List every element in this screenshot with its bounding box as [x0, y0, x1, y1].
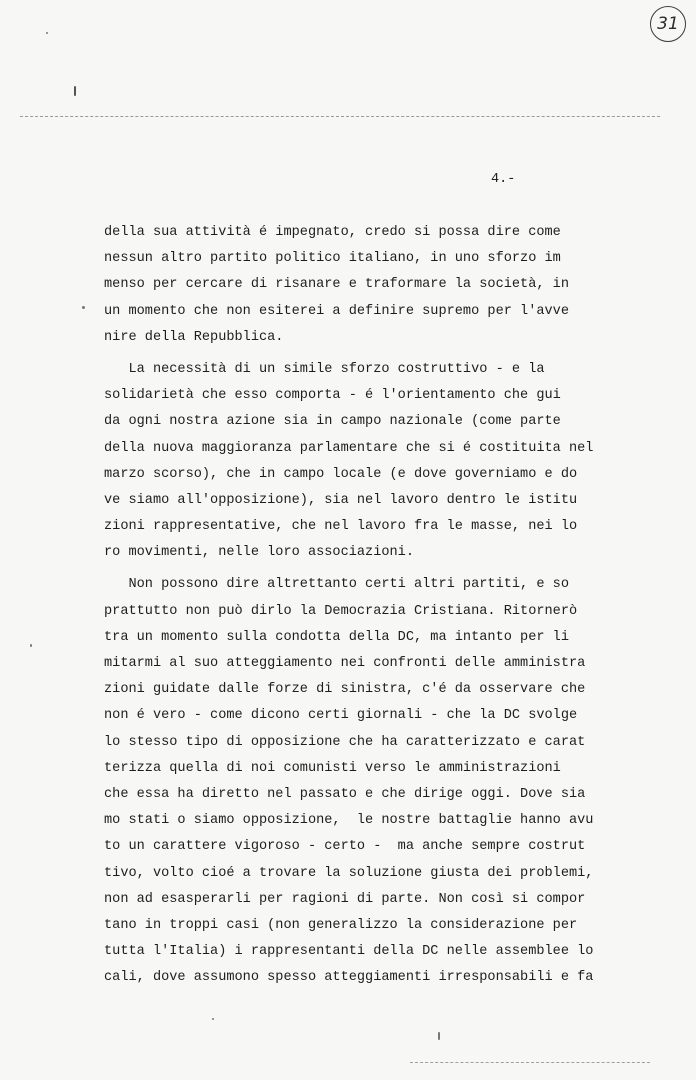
- paragraph: [104, 357, 624, 567]
- bottom-divider: [410, 1062, 650, 1063]
- scan-speck: [74, 86, 76, 96]
- text-line: nire della Repubblica.: [104, 329, 284, 345]
- text-line: Non possono dire altrettanto certi altri partiti, e so: [104, 577, 569, 593]
- scan-speck: [438, 1032, 440, 1040]
- paragraph: [104, 220, 624, 351]
- handwritten-page-mark: 31: [650, 6, 686, 42]
- text-line: to un carattere vigoroso - certo - ma anche sempre costrut: [104, 839, 586, 855]
- paragraph: [104, 572, 624, 991]
- text-line: ro movimenti, nelle loro associazioni.: [104, 545, 414, 561]
- body-text: [104, 220, 624, 991]
- scan-speck: [212, 1018, 214, 1020]
- text-line: menso per cercare di risanare e traformare la società, in: [104, 277, 569, 293]
- text-line: della sua attività é impegnato, credo si possa dire come: [104, 225, 561, 240]
- text-line: lo stesso tipo di opposizione che ha caratterizzato e carat: [104, 734, 586, 750]
- text-line: non ad esasperarli per ragioni di parte. Non così si compor: [104, 891, 586, 907]
- page-number: 4.-: [491, 172, 516, 187]
- scan-speck: [82, 306, 85, 309]
- text-line: cali, dove assumono spesso atteggiamenti irresponsabili e fa: [104, 970, 594, 986]
- scan-speck: [46, 32, 48, 34]
- text-line: che essa ha diretto nel passato e che dirige oggi. Dove sia: [104, 786, 586, 802]
- scan-speck: [30, 644, 32, 647]
- text-line: zioni guidate dalle forze di sinistra, c'é da osservare che: [104, 682, 586, 698]
- text-line: terizza quella di noi comunisti verso le amministrazioni: [104, 760, 561, 776]
- text-line: tano in troppi casi (non generalizzo la considerazione per: [104, 917, 578, 933]
- text-line: tra un momento sulla condotta della DC, ma intanto per li: [104, 629, 569, 645]
- text-line: mitarmi al suo atteggiamento nei confronti delle amministra: [104, 656, 586, 671]
- text-line: marzo scorso), che in campo locale (e dove governiamo e do: [104, 466, 578, 482]
- text-line: tivo, volto cioé a trovare la soluzione giusta dei problemi,: [104, 865, 594, 881]
- text-line: zioni rappresentative, che nel lavoro fra le masse, nei lo: [104, 519, 578, 535]
- top-divider: [20, 116, 660, 117]
- text-line: solidarietà che esso comporta - é l'orientamento che gui: [104, 388, 561, 404]
- text-line: della nuova maggioranza parlamentare che si é costituita nel: [104, 440, 594, 456]
- text-line: tutta l'Italia) i rappresentanti della DC nelle assemblee lo: [104, 944, 594, 960]
- text-line: prattutto non può dirlo la Democrazia Cristiana. Ritornerò: [104, 603, 578, 619]
- text-line: da ogni nostra azione sia in campo nazionale (come parte: [104, 414, 561, 430]
- text-line: La necessità di un simile sforzo costruttivo - e la: [104, 361, 545, 377]
- text-line: un momento che non esiterei a definire supremo per l'avve: [104, 303, 569, 319]
- text-line: nessun altro partito politico italiano, in uno sforzo im: [104, 251, 561, 267]
- text-line: ve siamo all'opposizione), sia nel lavoro dentro le istitu: [104, 492, 578, 508]
- text-line: non é vero - come dicono certi giornali - che la DC svolge: [104, 708, 578, 724]
- text-line: mo stati o siamo opposizione, le nostre battaglie hanno avu: [104, 813, 594, 829]
